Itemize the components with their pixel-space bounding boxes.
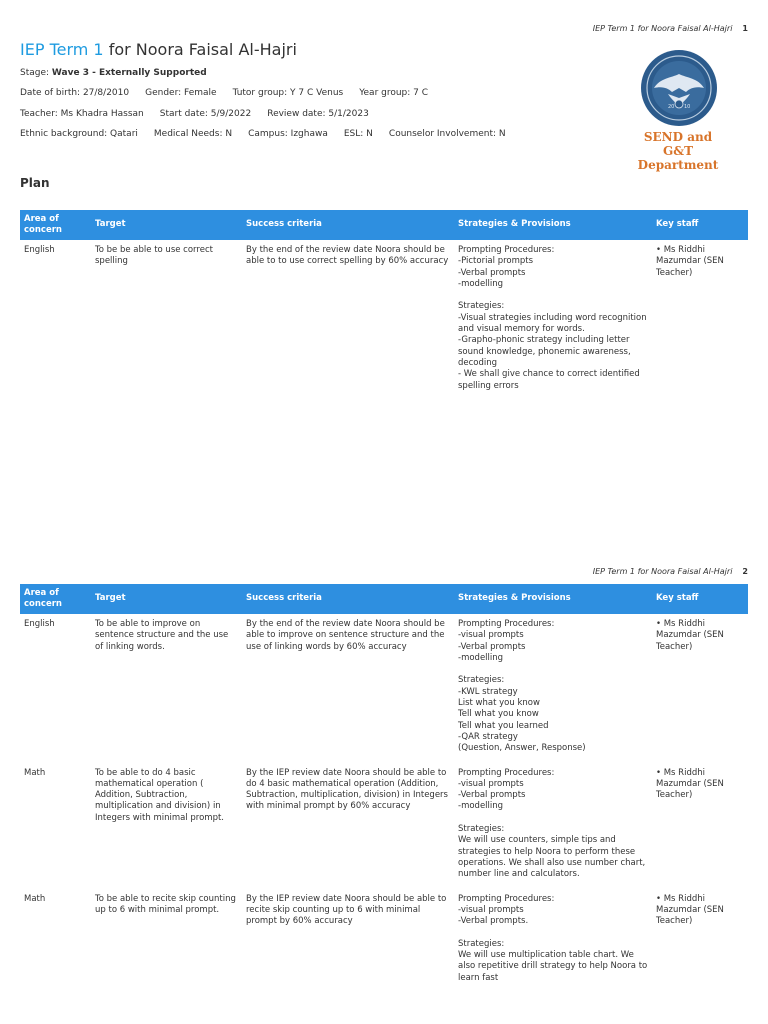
stage-label: Stage: [20,68,50,78]
target-cell: To be able to improve on sentence structure and the use of linking words. [95,619,229,652]
col-header-area: Area of concern [20,210,91,240]
dob: Date of birth: 27/8/2010 [20,88,130,98]
table-row [20,240,748,400]
staff-cell: • Ms Riddhi Mazumdar (SEN Teacher) [656,893,724,927]
criteria-cell: By the end of the review date Noora should be able to improve on sentence structure and the use of linking words by 60% accuracy [246,619,445,652]
start-date: Start date: 5/9/2022 [159,109,252,119]
table-header-row [20,210,748,240]
year-group: Year group: 7 C [359,88,429,98]
area-cell: Math [24,767,46,778]
table-row [20,763,748,889]
logo-text-line2: Department [637,158,719,172]
criteria-cell: By the end of the review date Noora should be able to to use correct spelling by 60% accuracy [246,245,449,267]
plan-heading: Plan [20,176,50,190]
send-department-logo [628,48,738,172]
col-header-target: Target [91,210,242,240]
stage-value: Wave 3 - Externally Supported [51,68,207,78]
stage-line [20,68,207,78]
target-cell: To be be able to use correct spelling [95,245,213,267]
school-seal-icon [638,48,720,128]
staff-cell: • Ms Riddhi Mazumdar (SEN Teacher) [656,619,724,652]
area-cell: English [24,245,55,255]
criteria-cell: By the IEP review date Noora should be able to do 4 basic mathematical operation (Addition, Subtraction, multiplication, division) in Integers with minimal prompt by 60% accuracy [246,767,448,812]
col-header-criteria: Success criteria [242,584,454,614]
criteria-cell: By the IEP review date Noora should be able to recite skip counting up to 6 with minimal prompt by 60% accuracy [246,893,447,927]
table-header-row [20,584,748,614]
running-title: IEP Term 1 for Noora Faisal Al-Hajri [592,24,733,33]
title-accent: IEP Term 1 [20,40,104,59]
logo-text-line1: SEND and G&T [643,130,713,158]
strategies-cell: Prompting Procedures: -visual prompts -Verbal prompts. Strategies: We will use multiplication table chart. We also repetitive drill strategy to help Noora to learn fast [458,893,648,983]
campus: Campus: Izghawa [248,129,328,139]
strategies-cell: Prompting Procedures: -visual prompts -Verbal prompts -modelling Strategies: We will use counters, simple tips and strategies to help Noora to perform these operations. We shall also use number chart, number line and calculators. [458,767,646,880]
table-row [20,614,748,763]
strategies-cell: Prompting Procedures: -Pictorial prompts -Verbal prompts -modelling Strategies: -Visual strategies including word recognition and visual memory for words. -Grapho-phonic strategy including letter sound knowledge, phonemic awareness, decoding - We shall give chance to correct identified spelling errors [458,245,647,391]
student-details-row [20,88,428,98]
background-row [20,129,506,139]
medical-needs: Medical Needs: N [153,129,233,139]
target-cell: To be able to recite skip counting up to 6 with minimal prompt. [95,893,236,915]
ethnic-background: Ethnic background: Qatari [20,129,138,139]
review-date: Review date: 5/1/2023 [267,109,369,119]
col-header-strategies: Strategies & Provisions [454,584,652,614]
counselor-involvement: Counselor Involvement: N [388,129,506,139]
running-title: IEP Term 1 for Noora Faisal Al-Hajri [592,567,733,576]
iep-plan-table [20,584,748,992]
strategies-cell: Prompting Procedures: -visual prompts -Verbal prompts -modelling Strategies: -KWL strategy List what you know Tell what you know Tell what you learned -QAR strategy (Question, Answer, Response) [458,619,586,754]
page-number: 1 [742,24,748,33]
teacher: Teacher: Ms Khadra Hassan [20,109,144,119]
logo-text [628,130,728,172]
col-header-area: Area of concern [20,584,91,614]
target-cell: To be able to do 4 basic mathematical operation ( Addition, Subtraction, multiplication and division) in Integers with minimal prompt. [95,767,224,823]
iep-plan-table [20,210,748,400]
staff-cell: • Ms Riddhi Mazumdar (SEN Teacher) [656,245,724,278]
area-cell: Math [24,893,46,904]
page-header [593,24,748,33]
col-header-criteria: Success criteria [242,210,454,240]
seal-year-right: 10 [684,104,691,110]
table-row [20,889,748,992]
col-header-staff: Key staff [652,584,748,614]
page-title [20,40,297,59]
teacher-dates-row [20,109,369,119]
gender: Gender: Female [145,88,217,98]
col-header-target: Target [91,584,242,614]
page-number: 2 [742,567,748,576]
esl: ESL: N [343,129,373,139]
page-header [593,567,748,576]
area-cell: English [24,619,55,629]
col-header-strategies: Strategies & Provisions [454,210,652,240]
tutor-group: Tutor group: Y 7 C Venus [232,88,344,98]
title-rest: for Noora Faisal Al-Hajri [103,40,297,59]
seal-year-left: 20 [668,104,675,110]
col-header-staff: Key staff [652,210,748,240]
staff-cell: • Ms Riddhi Mazumdar (SEN Teacher) [656,767,724,801]
